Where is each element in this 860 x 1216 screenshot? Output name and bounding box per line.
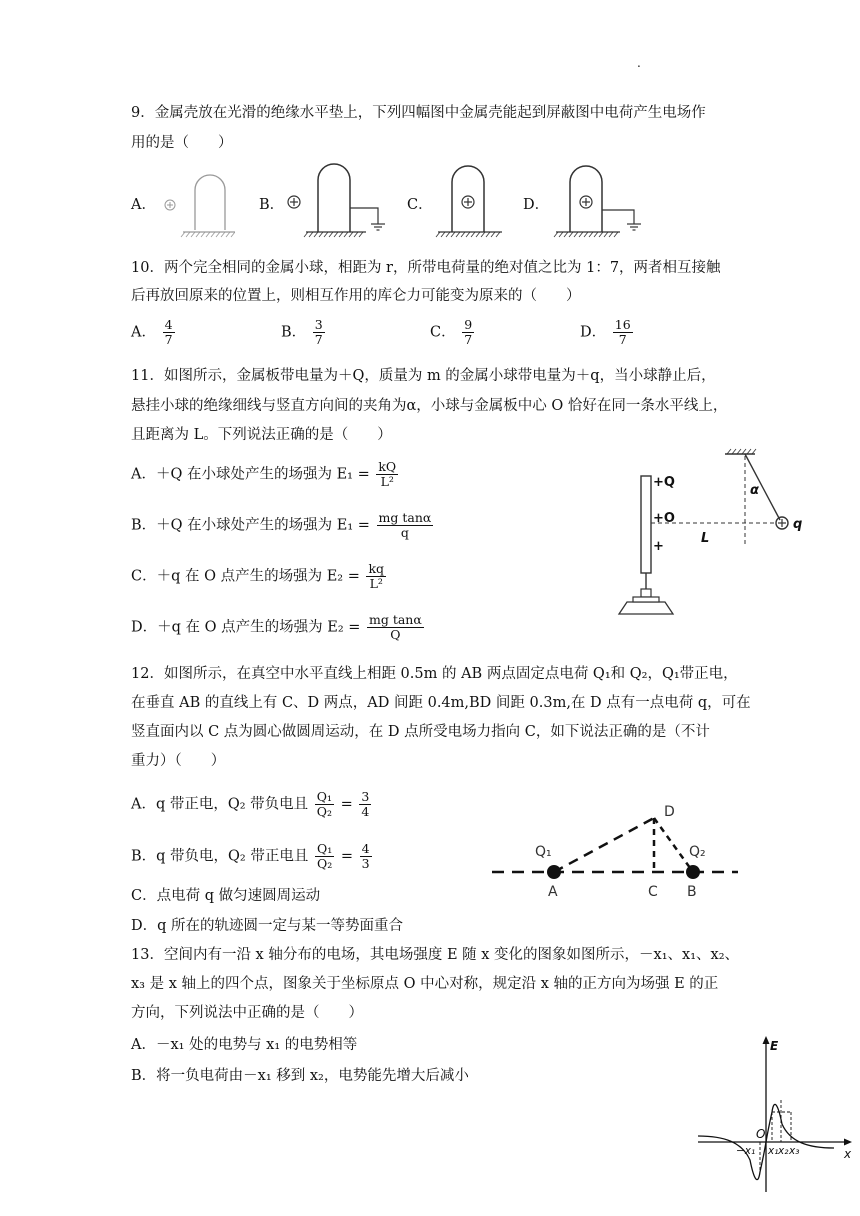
q12-figure — [488, 796, 740, 906]
option-letter: A． — [131, 324, 156, 341]
q10-option-d[interactable] — [580, 318, 635, 347]
q11-option-a[interactable] — [131, 460, 400, 489]
charge-Q1 — [547, 865, 561, 879]
label-plus: + — [653, 539, 664, 554]
label-L: L — [701, 531, 710, 546]
label-O: O — [756, 1127, 766, 1141]
metal-plate — [641, 476, 651, 573]
q9-option-a[interactable] — [131, 195, 156, 215]
q9-figure-c — [430, 160, 510, 240]
header-dot: . — [637, 56, 641, 70]
label-A: A — [548, 884, 558, 900]
option-fraction: $\frac{\text{Q₁}}{\text{Q₂}}$ — [316, 789, 333, 819]
option-text: B．＋Q 在小球处产生的场强为 E₁ = — [131, 517, 370, 534]
option-fraction: $\frac{16}{7}$ — [614, 317, 631, 347]
q13-option-b[interactable] — [131, 1066, 469, 1086]
q9-figure-a — [155, 160, 235, 240]
option-fraction: $\frac{kQ}{\text{L²}}$ — [378, 459, 397, 489]
q12-stem-line1: 12．如图所示，在真空中水平直线上相距 0.5m 的 AB 两点固定点电荷 Q₁和 Q₂，Q₁带正电， — [131, 666, 738, 682]
q9-figure-d — [548, 160, 648, 240]
label-D: D — [664, 804, 675, 820]
label-q: q — [793, 517, 803, 532]
q12-option-d[interactable] — [131, 916, 403, 936]
option-text: C．＋q 在 O 点产生的场强为 E₂ = — [131, 568, 360, 585]
q13-option-a[interactable] — [131, 1035, 357, 1055]
option-letter: B． — [281, 324, 307, 341]
option-letter: C． — [407, 197, 433, 213]
label-neg-x1: −x₁ — [736, 1145, 756, 1157]
q12-option-a[interactable] — [131, 790, 373, 819]
q10-stem-line1: 10．两个完全相同的金属小球，相距为 r，所带电荷量的绝对值之比为 1：7，两者相互接触 — [131, 260, 721, 276]
option-fraction: $\frac{4}{7}$ — [164, 317, 173, 347]
q10-stem-line2: 后再放回原来的位置上，则相互作用的库仑力可能变为原来的（ ） — [131, 288, 581, 304]
option-letter: C． — [430, 324, 456, 341]
option-text: A．－x₁ 处的电势与 x₁ 的电势相等 — [131, 1037, 358, 1053]
q9-stem-line2: 用的是（ ） — [131, 135, 233, 151]
label-Q1: Q₁ — [535, 844, 552, 860]
option-letter: D． — [580, 324, 607, 341]
option-text: D．q 所在的轨迹圆一定与某一等势面重合 — [131, 918, 404, 934]
q12-stem-line4: 重力）（ ） — [131, 753, 226, 769]
option-fraction: $\frac{3}{7}$ — [314, 317, 323, 347]
label-x1: x₁ — [768, 1145, 779, 1157]
option-letter: B． — [259, 197, 285, 213]
q13-stem-line1: 13．空间内有一沿 x 轴分布的电场，其电场强度 E 随 x 变化的图象如图所示，－x₁、x₁、x₂、 — [131, 947, 740, 963]
option-text: A．q 带正电，Q₂ 带负电且 — [131, 796, 309, 813]
q11-option-c[interactable] — [131, 562, 388, 591]
option-equals: = — [340, 848, 353, 865]
q9-option-c[interactable] — [407, 195, 433, 215]
q11-figure — [605, 446, 820, 621]
option-text: D．＋q 在 O 点产生的场强为 E₂ = — [131, 619, 361, 636]
option-ratio: $\frac{3}{4}$ — [361, 789, 370, 819]
q13-stem-line2: x₃ 是 x 轴上的四个点，图象关于坐标原点 O 中心对称，规定沿 x 轴的正方向为场强 E 的正 — [131, 976, 719, 992]
q11-stem-line2: 悬挂小球的绝缘细线与竖直方向间的夹角为α，小球与金属板中心 O 恰好在同一条水平线上， — [131, 398, 728, 414]
option-text: B．q 带负电，Q₂ 带正电且 — [131, 848, 309, 865]
label-x3: x₃ — [789, 1145, 800, 1157]
q10-option-c[interactable] — [430, 318, 476, 347]
option-fraction: $\frac{9}{7}$ — [464, 317, 473, 347]
label-B: B — [687, 884, 697, 900]
label-Q2: Q₂ — [689, 844, 706, 860]
q10-option-b[interactable] — [281, 318, 327, 347]
line-AD — [554, 818, 654, 872]
q11-stem-line3: 且距离为 L。下列说法正确的是（ ） — [131, 427, 392, 443]
q12-stem-line2: 在垂直 AB 的直线上有 C、D 两点，AD 间距 0.4m,BD 间距 0.3m,在 D 点有一点电荷 q，可在 — [131, 695, 751, 711]
line-BD — [654, 818, 693, 872]
option-text: A．＋Q 在小球处产生的场强为 E₁ = — [131, 466, 370, 483]
option-letter: D． — [523, 197, 550, 213]
option-letter: A． — [131, 197, 156, 213]
option-text: B．将一负电荷由－x₁ 移到 x₂，电势能先增大后减小 — [131, 1068, 469, 1084]
label-E: E — [770, 1039, 779, 1053]
q11-stem-line1: 11．如图所示，金属板带电量为＋Q，质量为 m 的金属小球带电量为＋q，当小球静止后， — [131, 368, 716, 384]
q13-figure — [694, 1030, 858, 1198]
q13-stem-line3: 方向，下列说法中正确的是（ ） — [131, 1005, 363, 1021]
option-fraction: $\frac{\text{mg tanα}}{Q}$ — [369, 612, 422, 642]
label-x: x — [844, 1147, 852, 1161]
option-fraction: $\frac{kq}{\text{L²}}$ — [368, 561, 385, 591]
option-text: C．点电荷 q 做匀速圆周运动 — [131, 888, 321, 904]
q12-option-b[interactable] — [131, 842, 374, 871]
q12-stem-line3: 竖直面内以 C 点为圆心做圆周运动，在 D 点所受电场力指向 C，如下说法正确的是（不计 — [131, 724, 710, 740]
label-C: C — [648, 884, 658, 900]
option-fraction: $\frac{\text{mg tanα}}{q}$ — [378, 510, 432, 540]
q9-option-d[interactable] — [523, 195, 549, 215]
option-ratio: $\frac{4}{3}$ — [361, 841, 370, 871]
q11-option-d[interactable] — [131, 613, 426, 642]
option-fraction: $\frac{\text{Q₁}}{\text{Q₂}}$ — [316, 841, 333, 871]
charge-Q2 — [686, 865, 700, 879]
q9-figure-b — [278, 160, 398, 240]
label-plus-o: +O — [653, 511, 675, 526]
option-equals: = — [340, 796, 353, 813]
q10-option-a[interactable] — [131, 318, 177, 347]
label-alpha: α — [750, 483, 759, 498]
q11-option-b[interactable] — [131, 511, 435, 540]
label-x2: x₂ — [778, 1145, 789, 1157]
label-plus-q: +Q — [653, 475, 675, 490]
q9-stem-line1: 9．金属壳放在光滑的绝缘水平垫上，下列四幅图中金属壳能起到屏蔽图中电荷产生电场作 — [131, 105, 706, 121]
q12-option-c[interactable] — [131, 886, 320, 906]
